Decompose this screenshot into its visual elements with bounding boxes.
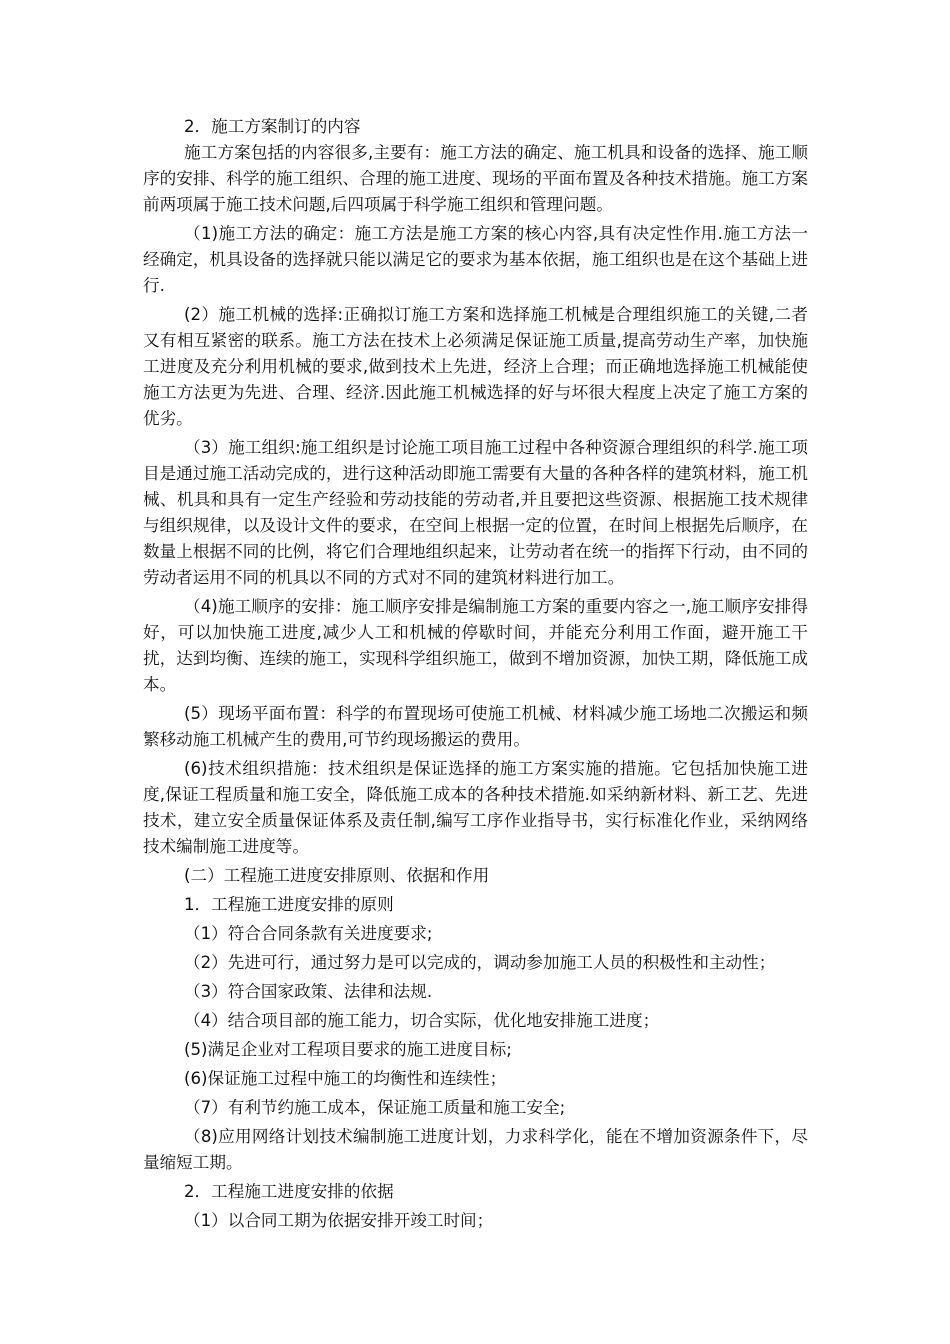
subheading-schedule-basis: 2．工程施工进度安排的依据 <box>184 1182 394 1201</box>
section-heading-schedule: (二）工程施工进度安排原则、依据和作用 <box>184 866 490 885</box>
section-heading-plan-content: 2．施工方案制订的内容 <box>184 117 361 136</box>
list-item-principle-2: （2）先进可行，通过努力是可以完成的，调动参加施工人员的积极性和主动性； <box>184 953 776 972</box>
subheading-schedule-principles: 1．工程施工进度安排的原则 <box>184 895 394 914</box>
list-item-basis-1: （1）以合同工期为依据安排开竣工时间； <box>184 1211 494 1230</box>
paragraph-sequence: （4)施工顺序的安排：施工顺序安排是编制施工方案的重要内容之一,施工顺序安排得好，可以加快施工进度,减少人工和机械的停歇时间，并能充分利用工作面，避开施工干扰，达到均衡、连续的施工，实现科学组织施工，做到不增加资源，加快工期，降低施工成本。 <box>143 597 808 694</box>
list-item-principle-8: （8)应用网络计划技术编制施工进度计划，力求科学化，能在不增加资源条件下，尽量缩短工期。 <box>143 1127 808 1172</box>
paragraph-technical-measures: (6)技术组织措施：技术组织是保证选择的施工方案实施的措施。它包括加快施工进度,保证工程质量和施工安全，降低施工成本的各种技术措施.如采纳新材料、新工艺、先进技术，建立安全质量保证体系及责任制,编写工序作业指导书，实行标准化作业，采纳网络技术编制施工进度等。 <box>143 759 808 856</box>
paragraph-site-layout: (5）现场平面布置：科学的布置现场可使施工机械、材料减少施工场地二次搬运和频繁移动施工机械产生的费用,可节约现场搬运的费用。 <box>143 704 808 749</box>
paragraph-machinery: (2）施工机械的选择:正确拟订施工方案和选择施工机械是合理组织施工的关键,二者又有相互紧密的联系。施工方法在技术上必须满足保证施工质量,提高劳动生产率，加快施工进度及充分利用机械的要求,做到技术上先进，经济上合理；而正确地选择施工机械能使施工方法更为先进、合理、经济.因此施工机械选择的好与坏很大程度上决定了施工方案的优劣。 <box>143 305 808 428</box>
list-item-principle-1: （1）符合合同条款有关进度要求; <box>184 924 433 943</box>
list-item-principle-6: (6)保证施工过程中施工的均衡性和连续性； <box>184 1069 507 1088</box>
list-item-principle-3: （3）符合国家政策、法律和法规. <box>184 982 433 1001</box>
list-item-principle-5: (5)满足企业对工程项目要求的施工进度目标; <box>184 1040 512 1059</box>
list-item-principle-4: （4）结合项目部的施工能力，切合实际，优化地安排施工进度； <box>184 1011 660 1030</box>
document-body <box>143 114 808 1234</box>
paragraph-organization: （3）施工组织:施工组织是讨论施工项目施工过程中各种资源合理组织的科学.施工项目是通过施工活动完成的，进行这种活动即施工需要有大量的各种各样的建筑材料，施工机械、机具和具有一定生产经验和劳动技能的劳动者,并且要把这些资源、根据施工技术规律与组织规律，以及设计文件的要求，在空间上根据一定的位置，在时间上根据先后顺序，在数量上根据不同的比例，将它们合理地组织起来，让劳动者在统一的指挥下行动，由不同的劳动者运用不同的机具以不同的方式对不同的建筑材料进行加工。 <box>143 438 808 587</box>
paragraph-plan-overview: 施工方案包括的内容很多,主要有：施工方法的确定、施工机具和设备的选择、施工顺序的安排、科学的施工组织、合理的施工进度、现场的平面布置及各种技术措施。施工方案前两项属于施工技术问题,后四项属于科学施工组织和管理问题。 <box>143 143 808 214</box>
list-item-principle-7: （7）有利节约施工成本，保证施工质量和施工安全; <box>184 1098 566 1117</box>
paragraph-method: （1)施工方法的确定：施工方法是施工方案的核心内容,具有决定性作用.施工方法一经确定，机具设备的选择就只能以满足它的要求为基本依据，施工组织也是在这个基础上进行. <box>143 224 808 295</box>
